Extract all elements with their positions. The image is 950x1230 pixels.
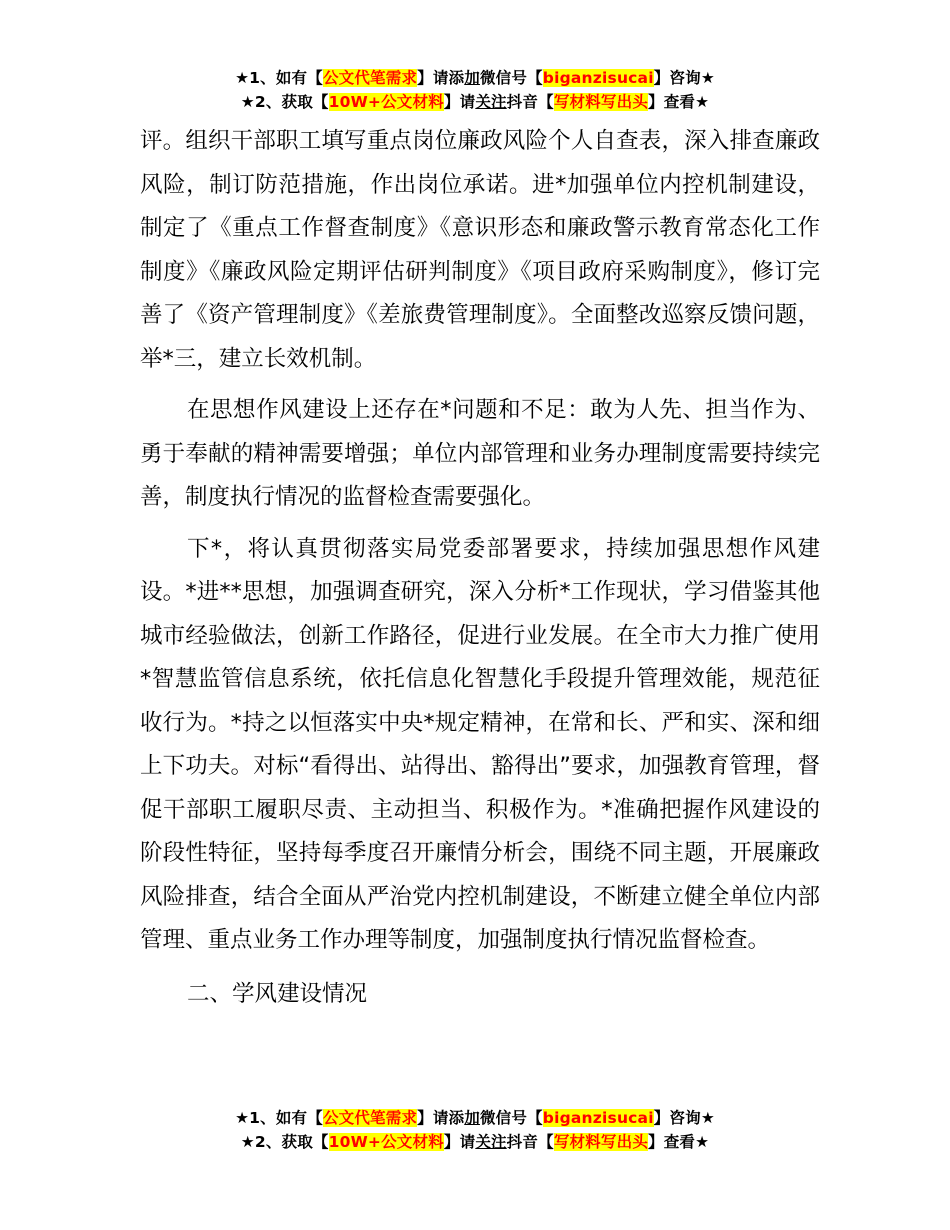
- banner-text: 抖音【: [506, 1133, 554, 1151]
- header-banner: [0, 66, 950, 114]
- banner-line-2: [0, 1130, 950, 1154]
- banner-text: ★2、获取【: [240, 93, 329, 111]
- banner-text: 微信号【: [479, 69, 543, 87]
- banner-text: 】咨询★: [653, 1109, 715, 1127]
- banner-underlined-text: 关注: [475, 1133, 507, 1151]
- banner-highlight: 10W+公文材料: [328, 1133, 444, 1151]
- paragraph-3: 下*，将认真贯彻落实局党委部署要求，持续加强思想作风建设。*进**思想，加强调查研究，深入分析*工作现状，学习借鉴其他城市经验做法，创新工作路径，促进行业发展。在全市大力推广使用*智慧监管信息系统，依托信息化智慧化手段提升管理效能，规范征收行为。*持之以恒落实中央*规定精神，在常和长、严和实、深和细上下功夫。对标“看得出、站得出、豁得出”要求，加强教育管理，督促干部职工履职尽责、主动担当、积极作为。*准确把握作风建设的阶段性特征，坚持每季度召开廉情分析会，围绕不同主题，开展廉政风险排查，结合全面从严治党内控机制建设，不断建立健全单位内部管理、重点业务工作办理等制度，加强制度执行情况监督检查。: [140, 535, 820, 953]
- banner-highlight: biganzisucai: [542, 69, 654, 87]
- banner-underlined-text: 加: [464, 1109, 480, 1127]
- banner-line-2: [0, 90, 950, 114]
- banner-text: 】请: [443, 93, 476, 111]
- paragraph-1: 评。组织干部职工填写重点岗位廉政风险个人自查表，深入排查廉政风险，制订防范措施，作出岗位承诺。进*加强单位内控机制建设，制定了《重点工作督查制度》《意识形态和廉政警示教育常态化工作制度》《廉政风险定期评估研判制度》《项目政府采购制度》，修订完善了《资产管理制度》《差旅费管理制度》。全面整改巡察反馈问题，举*三，建立长效机制。: [140, 128, 820, 372]
- banner-text: ★2、获取【: [240, 1133, 329, 1151]
- footer-banner: [0, 1106, 950, 1154]
- banner-text: 抖音【: [506, 93, 554, 111]
- document-body: [140, 120, 820, 1016]
- banner-line-1: [0, 1106, 950, 1130]
- banner-underlined-text: 加: [464, 69, 480, 87]
- banner-text: 】请添: [417, 1109, 465, 1127]
- banner-text: 】咨询★: [653, 69, 715, 87]
- banner-text: 微信号【: [479, 1109, 543, 1127]
- banner-text: 】请: [443, 1133, 476, 1151]
- section-heading: 二、学风建设情况: [187, 980, 368, 1007]
- banner-highlight: 公文代笔需求: [322, 1109, 418, 1127]
- banner-text: 】查看★: [648, 1133, 710, 1151]
- banner-highlight: biganzisucai: [542, 1109, 654, 1127]
- banner-highlight: 写材料写出头: [553, 1133, 649, 1151]
- banner-highlight: 10W+公文材料: [328, 93, 444, 111]
- banner-highlight: 公文代笔需求: [322, 69, 418, 87]
- banner-underlined-text: 关注: [475, 93, 507, 111]
- paragraph-2: 在思想作风建设上还存在*问题和不足：敢为人先、担当作为、勇于奉献的精神需要增强；单位内部管理和业务办理制度需要持续完善，制度执行情况的监督检查需要强化。: [140, 397, 820, 510]
- banner-highlight: 写材料写出头: [553, 93, 649, 111]
- banner-line-1: [0, 66, 950, 90]
- banner-text: ★1、如有【: [235, 1109, 323, 1127]
- banner-text: ★1、如有【: [235, 69, 323, 87]
- banner-text: 】查看★: [648, 93, 710, 111]
- banner-text: 】请添: [417, 69, 465, 87]
